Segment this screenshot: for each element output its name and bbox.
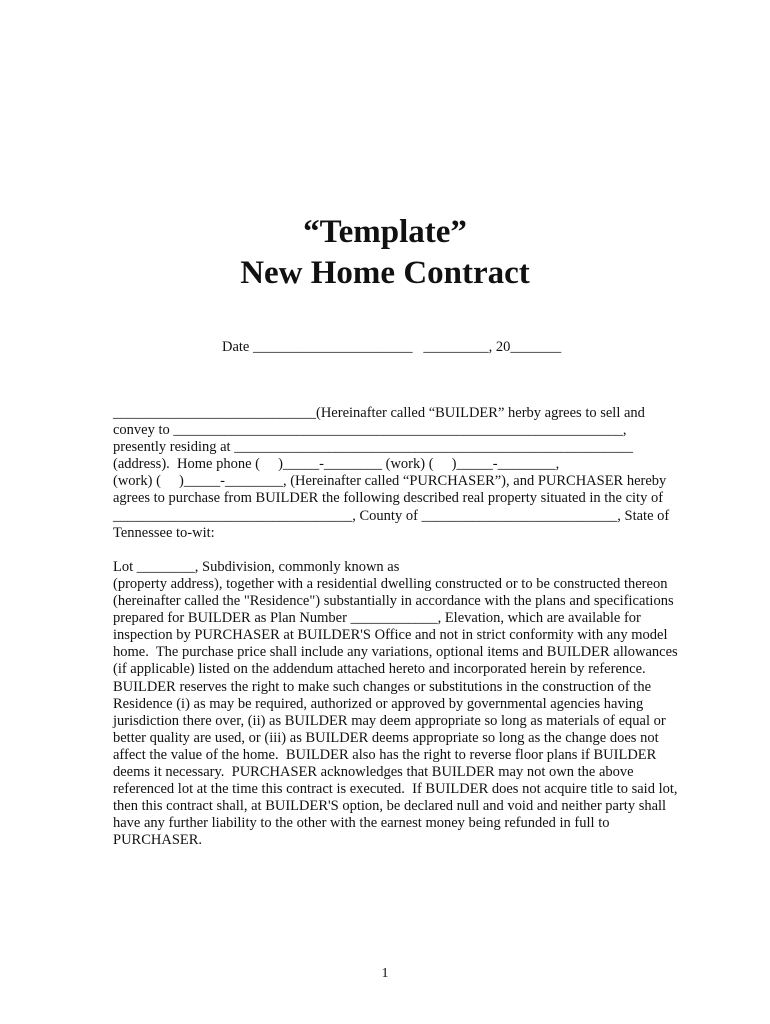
paragraph-line: presently residing at _______________________________________________________ (113, 439, 633, 456)
paragraph-line: jurisdiction there over, (ii) as BUILDER may deem appropriate so long as materials of equal or (113, 712, 666, 729)
title-line-template: “Template” (303, 214, 467, 250)
paragraph-line: (hereinafter called the "Residence") substantially in accordance with the plans and specifications (113, 593, 674, 610)
paragraph-line: (address). Home phone ( )_____-________ (work) ( )_____-________, (113, 456, 560, 473)
paragraph-line: prepared for BUILDER as Plan Number ____________, Elevation, which are available for (113, 610, 641, 627)
page-number: 1 (381, 966, 389, 981)
paragraph-line: agrees to purchase from BUILDER the following described real property situated in the city of (113, 490, 664, 507)
document-title (0, 212, 770, 294)
paragraph-line: Tennessee to-wit: (113, 524, 215, 541)
paragraph-line: (if applicable) listed on the addendum attached hereto and incorporated herein by reference. (113, 661, 646, 678)
date-line: Date ______________________ _________, 20_______ (222, 339, 562, 355)
title-line-contract: New Home Contract (240, 255, 530, 291)
paragraph-line: BUILDER reserves the right to make such changes or substitutions in the construction of the (113, 678, 652, 695)
paragraph-line: deems it necessary. PURCHASER acknowledges that BUILDER may not own the above (113, 763, 634, 780)
property-paragraph (113, 558, 678, 850)
paragraph-line: Residence (i) as may be required, authorized or approved by governmental agencies having (113, 695, 644, 712)
paragraph-line: _________________________________, County of ___________________________, State of (113, 507, 670, 524)
paragraph-line: better quality are used, or (iii) as BUILDER deems appropriate so long as the change does not (113, 729, 659, 746)
paragraph-line: ____________________________(Hereinafter called “BUILDER” herby agrees to sell and (113, 405, 645, 421)
paragraph-line: affect the value of the home. BUILDER also has the right to reverse floor plans if BUILDER (113, 746, 657, 763)
paragraph-line: PURCHASER. (113, 832, 203, 849)
contract-body (113, 405, 678, 849)
paragraph-spacer (113, 542, 673, 559)
paragraph-line: convey to ______________________________________________________________, (113, 422, 627, 439)
paragraph-line: home. The purchase price shall include any variations, optional items and BUILDER allowances (113, 644, 678, 661)
paragraph-line: (work) ( )_____-________, (Hereinafter called “PURCHASER”), and PURCHASER hereby (113, 473, 667, 490)
parties-paragraph (113, 405, 673, 542)
paragraph-line: (property address), together with a residential dwelling constructed or to be constructed thereon (113, 575, 668, 592)
paragraph-line: Lot ________, Subdivision, commonly known as (113, 558, 400, 575)
paragraph-line: inspection by PURCHASER at BUILDER'S Office and not in strict conformity with any model (113, 627, 668, 644)
paragraph-line: then this contract shall, at BUILDER'S option, be declared null and void and neither party shall (113, 798, 667, 815)
paragraph-line: referenced lot at the time this contract is executed. If BUILDER does not acquire title to said lot, (113, 781, 678, 798)
paragraph-line: have any further liability to the other with the earnest money being refunded in full to (113, 815, 610, 832)
